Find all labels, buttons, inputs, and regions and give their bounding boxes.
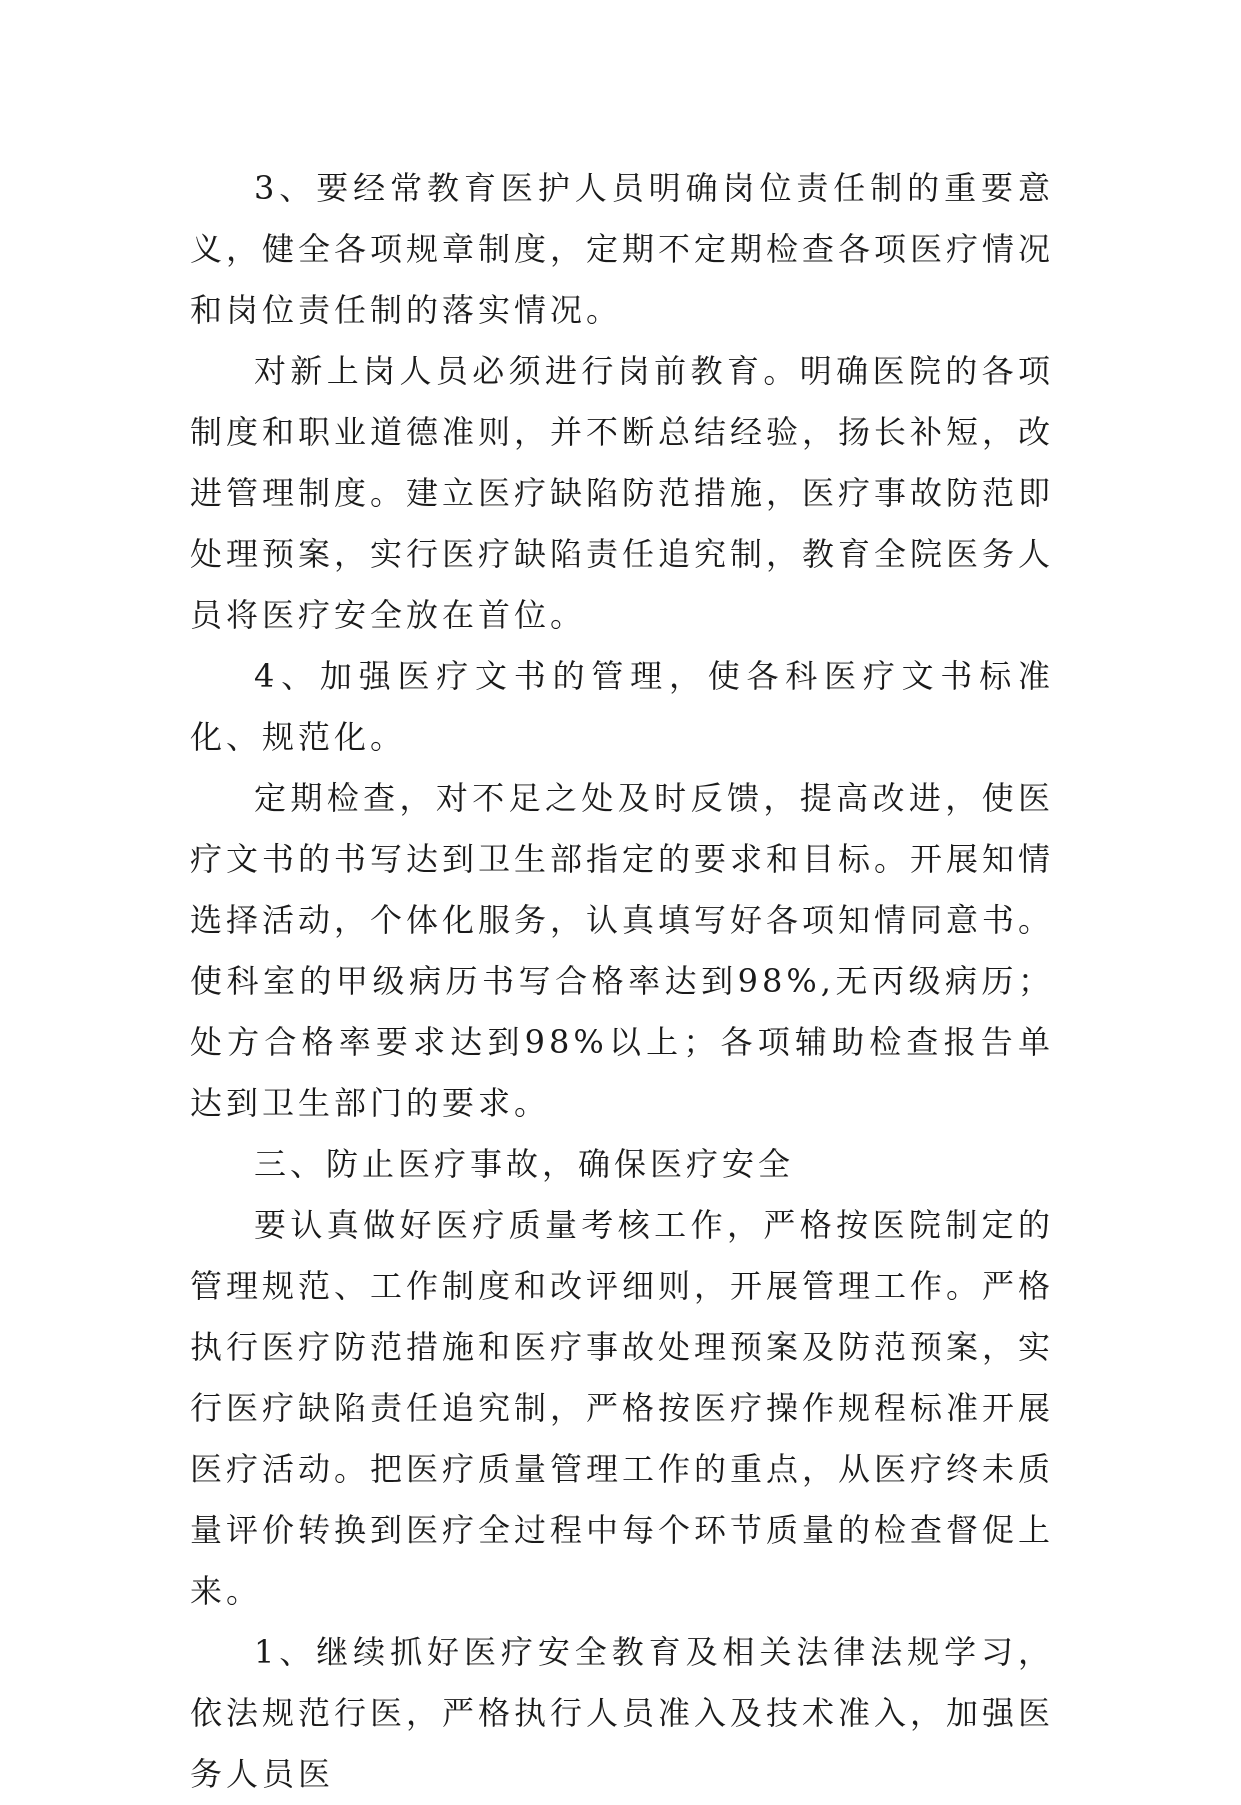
paragraph-1: 3、要经常教育医护人员明确岗位责任制的重要意义，健全各项规章制度，定期不定期检查各项医疗情况和岗位责任制的落实情况。 [190, 169, 1055, 329]
paragraph-2: 对新上岗人员必须进行岗前教育。明确医院的各项制度和职业道德准则，并不断总结经验，扬长补短，改进管理制度。建立医疗缺陷防范措施，医疗事故防范即处理预案，实行医疗缺陷责任追究制，教育全院医务人员将医疗安全放在首位。 [190, 352, 1055, 634]
paragraph-3: 4、加强医疗文书的管理，使各科医疗文书标准化、规范化。 [190, 657, 1054, 756]
section-heading: 三、防止医疗事故，确保医疗安全 [254, 1145, 795, 1183]
paragraph-5: 要认真做好医疗质量考核工作，严格按医院制定的管理规范、工作制度和改评细则，开展管理工作。严格执行医疗防范措施和医疗事故处理预案及防范预案，实行医疗缺陷责任追究制，严格按医疗操作规程标准开展医疗活动。把医疗质量管理工作的重点，从医疗终未质量评价转换到医疗全过程中每个环节质量的检查督促上来。 [190, 1206, 1055, 1610]
paragraph-4: 定期检查，对不足之处及时反馈，提高改进，使医疗文书的书写达到卫生部指定的要求和目标。开展知情选择活动，个体化服务，认真填写好各项知情同意书。使科室的甲级病历书写合格率达到98%,无丙级病历；处方合格率要求达到98%以上；各项辅助检查报告单达到卫生部门的要求。 [190, 779, 1055, 1122]
document-body [190, 158, 1054, 1805]
paragraph-6: 1、继续抓好医疗安全教育及相关法律法规学习，依法规范行医，严格执行人员准入及技术准入，加强医务人员医 [190, 1633, 1055, 1793]
